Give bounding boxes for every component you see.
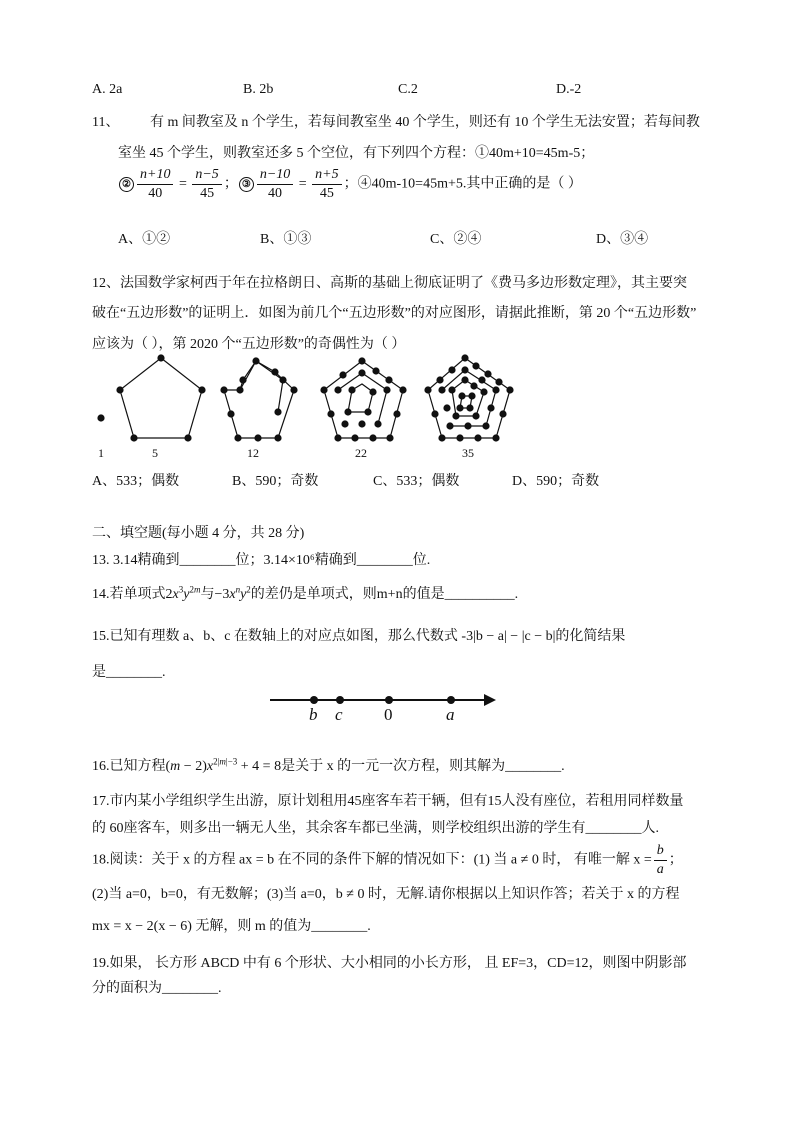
q10-option-a: A. 2a — [92, 82, 123, 97]
q11-option-d: D、③④ — [596, 232, 649, 247]
q16-line: 16.已知方程$(m - 2)x^{2|m|-3} + 4 = 8$是关于 x 的一元一次方程，则其解为________. — [92, 756, 565, 774]
q10-option-b: B. 2b — [243, 82, 274, 97]
axis-label-b: b — [309, 705, 318, 724]
q14-monomial-1: $2x^3y^{2m}$ — [165, 584, 201, 602]
q14-line: 14.若单项式$2x^3y^{2m}$与$-3x^ny^2$的差仍是单项式，则m+n的值是__________. — [92, 584, 519, 602]
section2-title: 二、填空题(每小题 4 分，共 28 分) — [92, 526, 305, 541]
q11-eq3-left: $\frac{n-10}{40}$ — [257, 166, 293, 203]
q10-option-c: C.2 — [398, 82, 418, 97]
pentagonal-label-12: 12 — [247, 446, 259, 460]
q12-option-c: C、533；偶数 — [373, 474, 460, 489]
q18-line2: (2)当 a=0，b=0，有无数解；(3)当 a=0，b ≠ 0 时，无解.请你根据以上知识作答；若关于 x 的方程 — [92, 887, 680, 902]
q13-text: 13. 3.14精确到________位；3.14×10⁶精确到________位. — [92, 553, 431, 568]
q12-option-a: A、533；偶数 — [92, 474, 180, 489]
q11-line3-tail: ；④40m-10=45m+5.其中正确的是（ ） — [343, 176, 582, 192]
q15-line1: 15.已知有理数 a、b、c 在数轴上的对应点如图，那么代数式 -3|b − a| − |c − b|的化简结果 — [92, 629, 626, 644]
q10-option-d: D.-2 — [556, 82, 582, 97]
q16-equation: $(m - 2)x^{2|m|-3} + 4 = 8$ — [165, 756, 282, 774]
q11-eq2-left: $\frac{n+10}{40}$ — [137, 166, 173, 203]
number-line — [268, 690, 498, 724]
q11-number: 11、 — [92, 115, 120, 130]
pentagonal-label-35: 35 — [462, 446, 474, 460]
q11-line2: 室坐 45 个学生，则教室还多 5 个空位，有下列四个方程：①40m+10=45m-5； — [118, 146, 595, 161]
q11-eq2-right: $\frac{n-5}{45}$ — [192, 166, 221, 203]
axis-label-0: 0 — [384, 705, 393, 724]
q15-line2: 是________. — [92, 665, 166, 680]
q11-line1: 有 m 间教室及 n 个学生，若每间教室坐 40 个学生，则还有 10 个学生无法安置；若每间教 — [150, 115, 700, 130]
pentagonal-numbers-figure — [90, 352, 530, 460]
q11-option-b: B、①③ — [260, 232, 312, 247]
q19-line1: 19.如果， 长方形 ABCD 中有 6 个形状、大小相同的小长方形， 且 EF=3，CD=12，则图中阴影部 — [92, 956, 687, 971]
q12-line1: 12、法国数学家柯西于年在拉格朗日、高斯的基础上彻底证明了《费马多边形数定理》，其主要突 — [92, 276, 687, 291]
q17-line1: 17.市内某小学组织学生出游，原计划租用45座客车若干辆，但有15人没有座位，若租用同样数量 — [92, 794, 684, 809]
q18-line1: 18.阅读：关于 x 的方程 ax = b 在不同的条件下解的情况如下：(1) 当 a ≠ 0 时， 有唯一解 x = $\frac{b}{a}$ ； — [92, 843, 683, 877]
q19-line2: 分的面积为________. — [92, 981, 222, 996]
axis-label-c: c — [335, 705, 343, 724]
q12-line3: 应该为（ ），第 2020 个“五边形数”的奇偶性为（ ） — [92, 337, 406, 352]
q14-monomial-2: $-3x^ny^2$ — [214, 584, 251, 602]
q12-option-b: B、590；奇数 — [232, 474, 319, 489]
q11-option-a: A、①② — [118, 232, 171, 247]
q18-line3: mx = x − 2(x − 6) 无解，则 m 的值为________. — [92, 919, 371, 934]
q12-line2: 破在“五边形数”的证明上．如图为前几个“五边形数”的对应图形，请据此推断，第 20 个“五边形数” — [92, 306, 697, 321]
q17-line2: 的 60座客车，则多出一辆无人坐，其余客车都已坐满，则学校组织出游的学生有________人. — [92, 821, 659, 836]
pentagonal-label-22: 22 — [355, 446, 367, 460]
pentagonal-label-1: 1 — [98, 446, 104, 460]
q12-option-d: D、590；奇数 — [512, 474, 600, 489]
axis-label-a: a — [446, 705, 455, 724]
q11-eq3-right: $\frac{n+5}{45}$ — [312, 166, 341, 203]
pentagonal-label-5: 5 — [152, 446, 158, 460]
q11-option-c: C、②④ — [430, 232, 482, 247]
q11-line3: ② $\frac{n+10}{40}$ = $\frac{n-5}{45}$ ； ③ $\frac{n-10}{40}$ = $\frac{n+5}{45}$ ；④40m-10=45m+5.其中正确的是（ ） — [118, 166, 582, 203]
